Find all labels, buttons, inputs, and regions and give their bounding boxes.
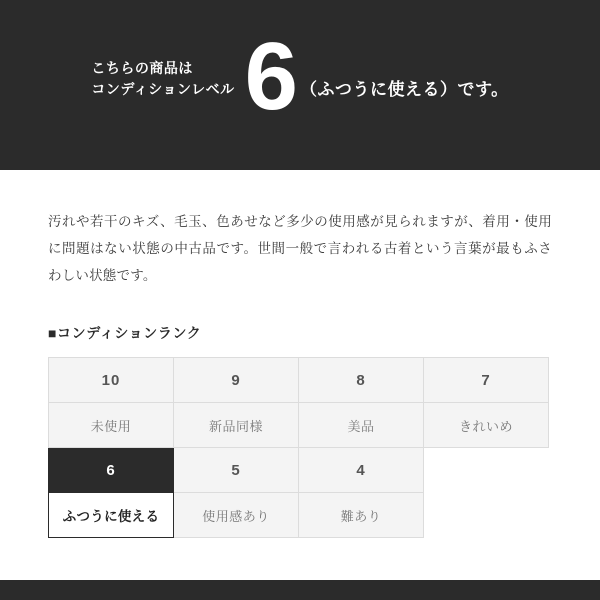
body-card: [0, 170, 600, 580]
rank-number-5: 5: [174, 448, 299, 493]
rank-number-10: 10: [49, 358, 174, 403]
condition-description: 汚れや若干のキズ、毛玉、色あせなど多少の使用感が見られますが、着用・使用に問題はない状態の中古品です。世間一般で言われる古着という言葉が最もふさわしい状態です。: [48, 214, 552, 283]
table-row-numbers-top: [49, 358, 549, 403]
rank-number-7: 7: [424, 358, 549, 403]
header-lead-line2: コンディションレベル: [91, 81, 235, 97]
header-lead-text: [91, 58, 234, 100]
header-tail-text: （ふつうに使える）です。: [300, 79, 509, 99]
rank-cell-empty-top: [424, 448, 549, 493]
rank-label-4: 難あり: [299, 493, 424, 538]
condition-level-number: 6: [244, 23, 296, 131]
table-row-numbers-bottom: [49, 448, 549, 493]
table-row-labels-top: [49, 403, 549, 448]
rank-number-8: 8: [299, 358, 424, 403]
condition-rank-table: [48, 357, 549, 538]
rank-label-10: 未使用: [49, 403, 174, 448]
rank-cell-empty-bottom: [424, 493, 549, 538]
rank-label-9: 新品同様: [174, 403, 299, 448]
rank-label-6-active: ふつうに使える: [49, 493, 174, 538]
header-lead-line1: こちらの商品は: [91, 60, 193, 76]
rank-label-5: 使用感あり: [174, 493, 299, 538]
footer-band: [0, 580, 600, 600]
rank-number-9: 9: [174, 358, 299, 403]
rank-number-6-active: 6: [49, 448, 174, 493]
rank-label-8: 美品: [299, 403, 424, 448]
section-title-condition-rank: ■コンディションランク: [48, 325, 202, 341]
table-row-labels-bottom: [49, 493, 549, 538]
rank-number-4: 4: [299, 448, 424, 493]
header-content: [0, 23, 600, 131]
rank-label-7: きれいめ: [424, 403, 549, 448]
header-band: [0, 0, 600, 158]
